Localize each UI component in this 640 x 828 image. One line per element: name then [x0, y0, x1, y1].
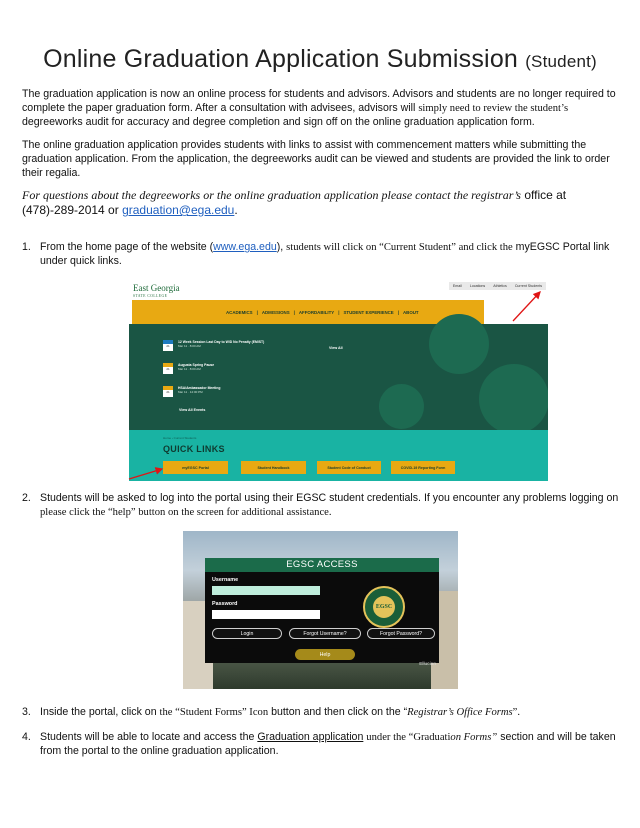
registrar-email-link[interactable]: graduation@ega.edu [122, 203, 235, 217]
title-main: Online Graduation Application Submission [43, 45, 519, 73]
top-nav-athletics[interactable]: Athletics [493, 284, 507, 288]
step-number: 3. [22, 706, 31, 718]
quick-links-heading: QUICK LINKS [163, 444, 225, 454]
step-text: From the home page of the website ( [40, 241, 214, 253]
step-text: the “Student Forms” Icon [159, 707, 269, 718]
step-text: Inside the portal, click on [40, 706, 157, 718]
quick-link-myegsc-portal[interactable]: myEGSC Portal [163, 461, 228, 474]
logo-name: East Georgia [133, 283, 180, 293]
login-button[interactable]: Login [212, 628, 282, 639]
quick-link-covid-form[interactable]: COVID-19 Reporting Form [391, 461, 455, 474]
forgot-password-button[interactable]: Forgot Password? [367, 628, 435, 639]
quick-link-student-handbook[interactable]: Student Handbook [241, 461, 306, 474]
step-text: Registrar’s Office Forms [407, 707, 513, 718]
portal-login-screenshot [183, 531, 458, 689]
event-day: 21 [166, 389, 170, 394]
step-3-text [40, 706, 620, 720]
step-2 [22, 492, 620, 520]
intro-p1-serif: simply need to review the student’s [418, 102, 569, 114]
step-number: 2. [22, 492, 31, 504]
website-link[interactable]: www.ega.edu [213, 241, 277, 253]
egsc-seal-icon [363, 586, 405, 628]
nav-about[interactable]: ABOUT [402, 309, 419, 315]
nav-separator: | [256, 309, 258, 315]
arrow-myegsc-portal [129, 469, 162, 479]
step-text: ), [276, 241, 284, 253]
password-input[interactable] [212, 610, 320, 619]
intro-p1-text: The graduation application is now an online process for students and advisors. Advisors and students are no longer required to complete the paper graduation form. After a consultation with advisees, advisors will [22, 88, 616, 114]
title-sub: (Student) [525, 52, 597, 71]
step-2-text [40, 492, 620, 520]
nav-separator: | [338, 309, 340, 315]
top-nav-email[interactable]: Email [452, 284, 462, 288]
step-text: Students will be asked to log into the portal using their EGSC student credentials. If you encounter any problems logging on [40, 492, 619, 504]
username-label: Username [212, 577, 239, 583]
view-all-link[interactable]: View All [329, 346, 343, 350]
step-text: ”. [512, 707, 521, 718]
view-all-events-link[interactable]: View All Events [179, 408, 206, 412]
top-nav-current-students[interactable]: Current Students [514, 284, 542, 288]
seal-text: EGSC [373, 596, 395, 618]
nav-academics[interactable]: ACADEMICS [226, 309, 253, 315]
top-nav-locations[interactable]: Locations [469, 284, 486, 288]
quick-link-code-of-conduct[interactable]: Student Code of Conduct [317, 461, 381, 474]
event-date: Mar 11 · 12:00 PM [178, 390, 203, 395]
arrow-current-students [513, 292, 540, 321]
event-date: Mar 11 · 8:00 AM [178, 344, 201, 349]
breadcrumb: Home › Current Students [163, 436, 197, 440]
forgot-username-button[interactable]: Forgot Username? [289, 628, 361, 639]
step-4-text [40, 731, 620, 759]
step-4 [22, 731, 620, 759]
step-text: under the “Graduati [366, 732, 451, 743]
graduation-application-text: Graduation application [257, 731, 364, 743]
step-text: students will click on “Current Student” and click the [286, 242, 513, 253]
help-button[interactable]: Help [295, 649, 355, 660]
intro-paragraph-2: The online graduation application provides students with links to assist with commencement matters while submitting the graduation application. From the application, the degreeworks audit can be viewed and students are provided the link to order their regalia. [22, 139, 610, 179]
nav-admissions[interactable]: ADMISSIONS [261, 309, 290, 315]
nav-affordability[interactable]: AFFORDABILITY [298, 309, 335, 315]
event-title: Augusta Spring Pause [178, 363, 215, 367]
step-text: myEGSC Portal link under quick links. [40, 241, 610, 267]
step-number: 1. [22, 241, 31, 253]
nav-separator: | [397, 309, 399, 315]
contact-end: . [234, 203, 238, 217]
event-day: 21 [166, 343, 170, 348]
portal-header: EGSC ACCESS [205, 558, 439, 572]
step-text: Students will be able to locate and access the [40, 731, 255, 743]
step-text: section and will be taken from the portal to the online graduation application. [40, 731, 616, 757]
event-title: HSA/Ambassador Meeting [178, 386, 221, 390]
logo-sub: STATE COLLEGE [133, 294, 168, 298]
password-label: Password [212, 601, 238, 607]
event-date: Mar 11 · 8:00 AM [178, 367, 201, 372]
event-title: 12 Week Session Last Day to W/D No Penalty (EM/ST) [178, 340, 265, 344]
vendor-watermark: Ellucian [419, 662, 436, 667]
username-input[interactable] [212, 586, 320, 595]
intro-p1-text-end: degreeworks audit for accuracy and degree completion and sign off on the online graduation application form. [22, 115, 535, 128]
event-day: 21 [166, 366, 170, 371]
contact-phone: office at (478)-289-2014 or [22, 188, 567, 217]
step-text: please click the “help” button on the screen for additional assistance. [40, 506, 332, 518]
step-text: on Forms” [450, 732, 498, 743]
nav-separator: | [293, 309, 295, 315]
contact-italic: For questions about the degreeworks or the online graduation application please contact the registrar’s [22, 188, 521, 202]
step-number: 4. [22, 731, 31, 743]
nav-student-experience[interactable]: STUDENT EXPERIENCE [343, 309, 394, 315]
step-text: button and then click on the “ [271, 706, 408, 718]
step-3 [22, 706, 620, 720]
